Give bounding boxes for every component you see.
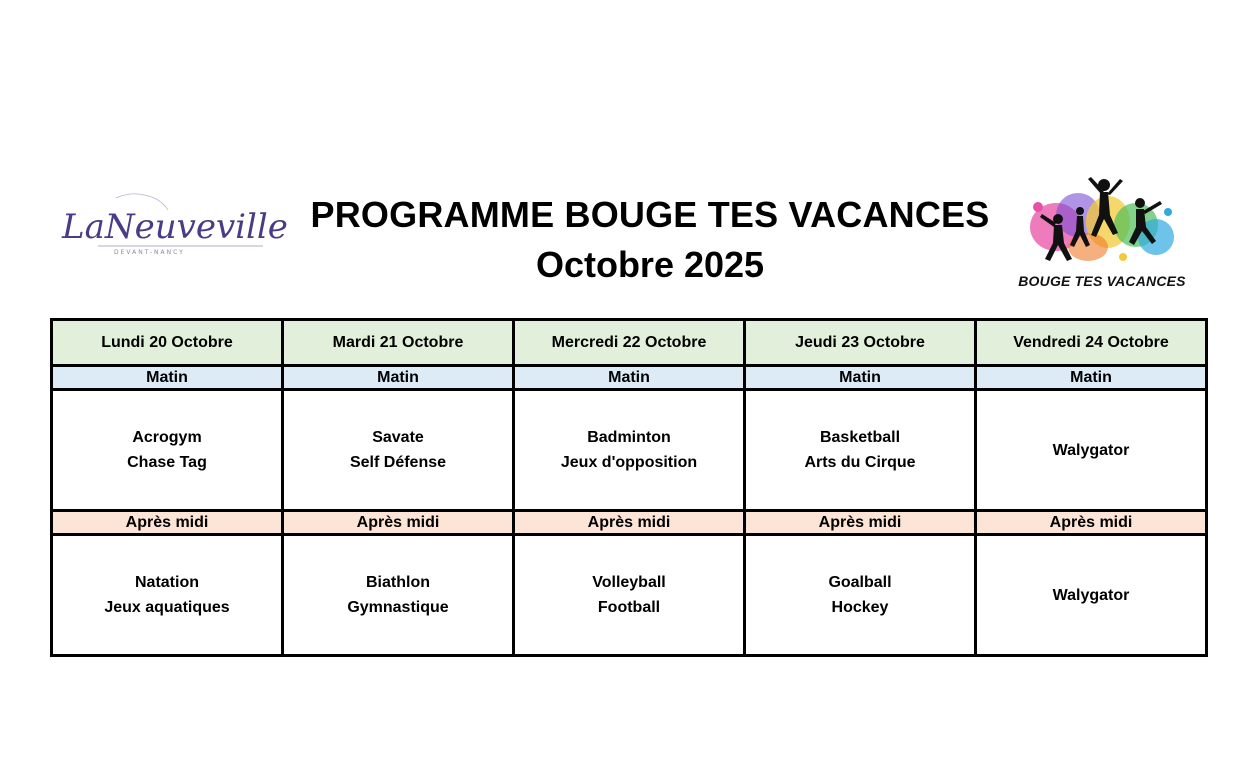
activity-name: Football bbox=[597, 599, 661, 616]
day-header-row bbox=[52, 320, 1207, 366]
afternoon-activities-row bbox=[52, 535, 1207, 656]
title-line-2: Octobre 2025 bbox=[535, 244, 765, 285]
activity-name: Biathlon bbox=[366, 574, 430, 591]
activity-cell bbox=[514, 535, 745, 656]
title-line-1: PROGRAMME BOUGE TES VACANCES bbox=[310, 194, 990, 235]
activity-cell bbox=[52, 535, 283, 656]
activity-cell bbox=[976, 390, 1207, 511]
day-header-cell: Vendredi 24 Octobre bbox=[976, 320, 1207, 366]
activity-cell bbox=[283, 390, 514, 511]
activity-cell bbox=[745, 390, 976, 511]
day-header-cell: Mardi 21 Octobre bbox=[283, 320, 514, 366]
activity-name: Badminton bbox=[587, 429, 671, 446]
afternoon-label-row bbox=[52, 511, 1207, 535]
page-title bbox=[300, 192, 1000, 292]
activity-name: Volleyball bbox=[592, 574, 666, 591]
bouge-tes-vacances-logo bbox=[1018, 167, 1186, 310]
activity-name: Chase Tag bbox=[127, 454, 207, 471]
activity-name: Goalball bbox=[828, 574, 892, 591]
activity-name: Acrogym bbox=[132, 429, 202, 446]
day-header-cell: Jeudi 23 Octobre bbox=[745, 320, 976, 366]
activity-cell bbox=[745, 535, 976, 656]
activity-cell bbox=[283, 535, 514, 656]
day-header-cell: Mercredi 22 Octobre bbox=[514, 320, 745, 366]
activity-name: Natation bbox=[135, 574, 199, 591]
afternoon-label-cell: Après midi bbox=[283, 511, 514, 535]
activity-name: Walygator bbox=[1052, 586, 1130, 604]
activity-name: Savate bbox=[372, 429, 424, 446]
logo-right-caption: BOUGE TES VACANCES bbox=[1018, 273, 1186, 289]
activity-cell bbox=[52, 390, 283, 511]
afternoon-label-cell: Après midi bbox=[976, 511, 1207, 535]
laneuveville-logo bbox=[58, 190, 288, 260]
afternoon-label-cell: Après midi bbox=[514, 511, 745, 535]
morning-label-cell: Matin bbox=[976, 366, 1207, 390]
day-header-cell: Lundi 20 Octobre bbox=[52, 320, 283, 366]
morning-label-cell: Matin bbox=[283, 366, 514, 390]
afternoon-label-cell: Après midi bbox=[745, 511, 976, 535]
activity-name: Walygator bbox=[1052, 441, 1130, 459]
afternoon-label-cell: Après midi bbox=[52, 511, 283, 535]
schedule-table bbox=[50, 318, 1208, 657]
activity-cell bbox=[976, 535, 1207, 656]
activity-name: Self Défense bbox=[349, 454, 447, 471]
activity-name: Gymnastique bbox=[347, 599, 449, 616]
morning-label-cell: Matin bbox=[745, 366, 976, 390]
logo-left-name: LaNeuveville bbox=[62, 207, 288, 247]
activity-cell bbox=[514, 390, 745, 511]
morning-label-cell: Matin bbox=[52, 366, 283, 390]
logo-left-subtitle: DEVANT-NANCY bbox=[114, 249, 185, 256]
activity-name: Jeux d'opposition bbox=[560, 454, 698, 471]
activity-name: Basketball bbox=[819, 429, 901, 446]
morning-label-cell: Matin bbox=[514, 366, 745, 390]
activity-name: Hockey bbox=[831, 599, 889, 616]
morning-label-row bbox=[52, 366, 1207, 390]
activity-name: Arts du Cirque bbox=[804, 454, 916, 471]
morning-activities-row bbox=[52, 390, 1207, 511]
activity-name: Jeux aquatiques bbox=[104, 599, 230, 616]
